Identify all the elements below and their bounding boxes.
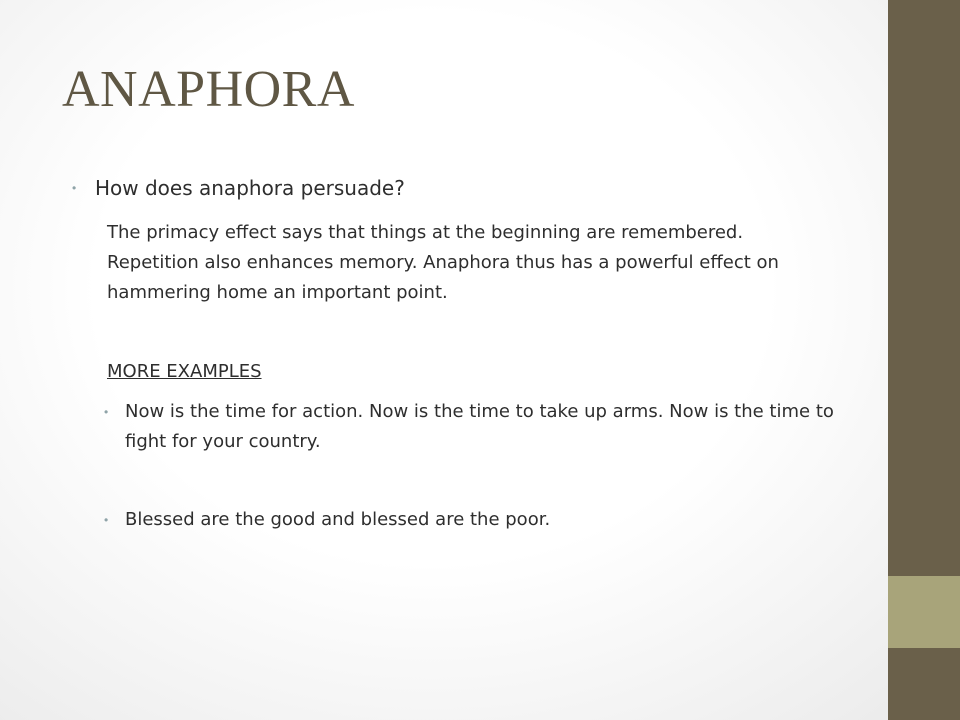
bullet-icon: • xyxy=(72,181,77,195)
examples-heading: MORE EXAMPLES xyxy=(107,361,262,382)
example-item: Now is the time for action. Now is the time to take up arms. Now is the time to fight for your country. xyxy=(125,401,834,452)
slide-title: ANAPHORA xyxy=(62,61,355,118)
bullet-icon: • xyxy=(104,405,109,419)
bullet-icon: • xyxy=(104,513,109,527)
sidebar-accent-block xyxy=(888,576,960,648)
bullet-question: How does anaphora persuade? xyxy=(95,176,405,200)
example-item: Blessed are the good and blessed are the poor. xyxy=(125,509,551,530)
explanation-paragraph: The primacy effect says that things at the beginning are remembered. Repetition also enhances memory. Anaphora thus has a powerful effect on hammering home an important point. xyxy=(107,222,779,303)
